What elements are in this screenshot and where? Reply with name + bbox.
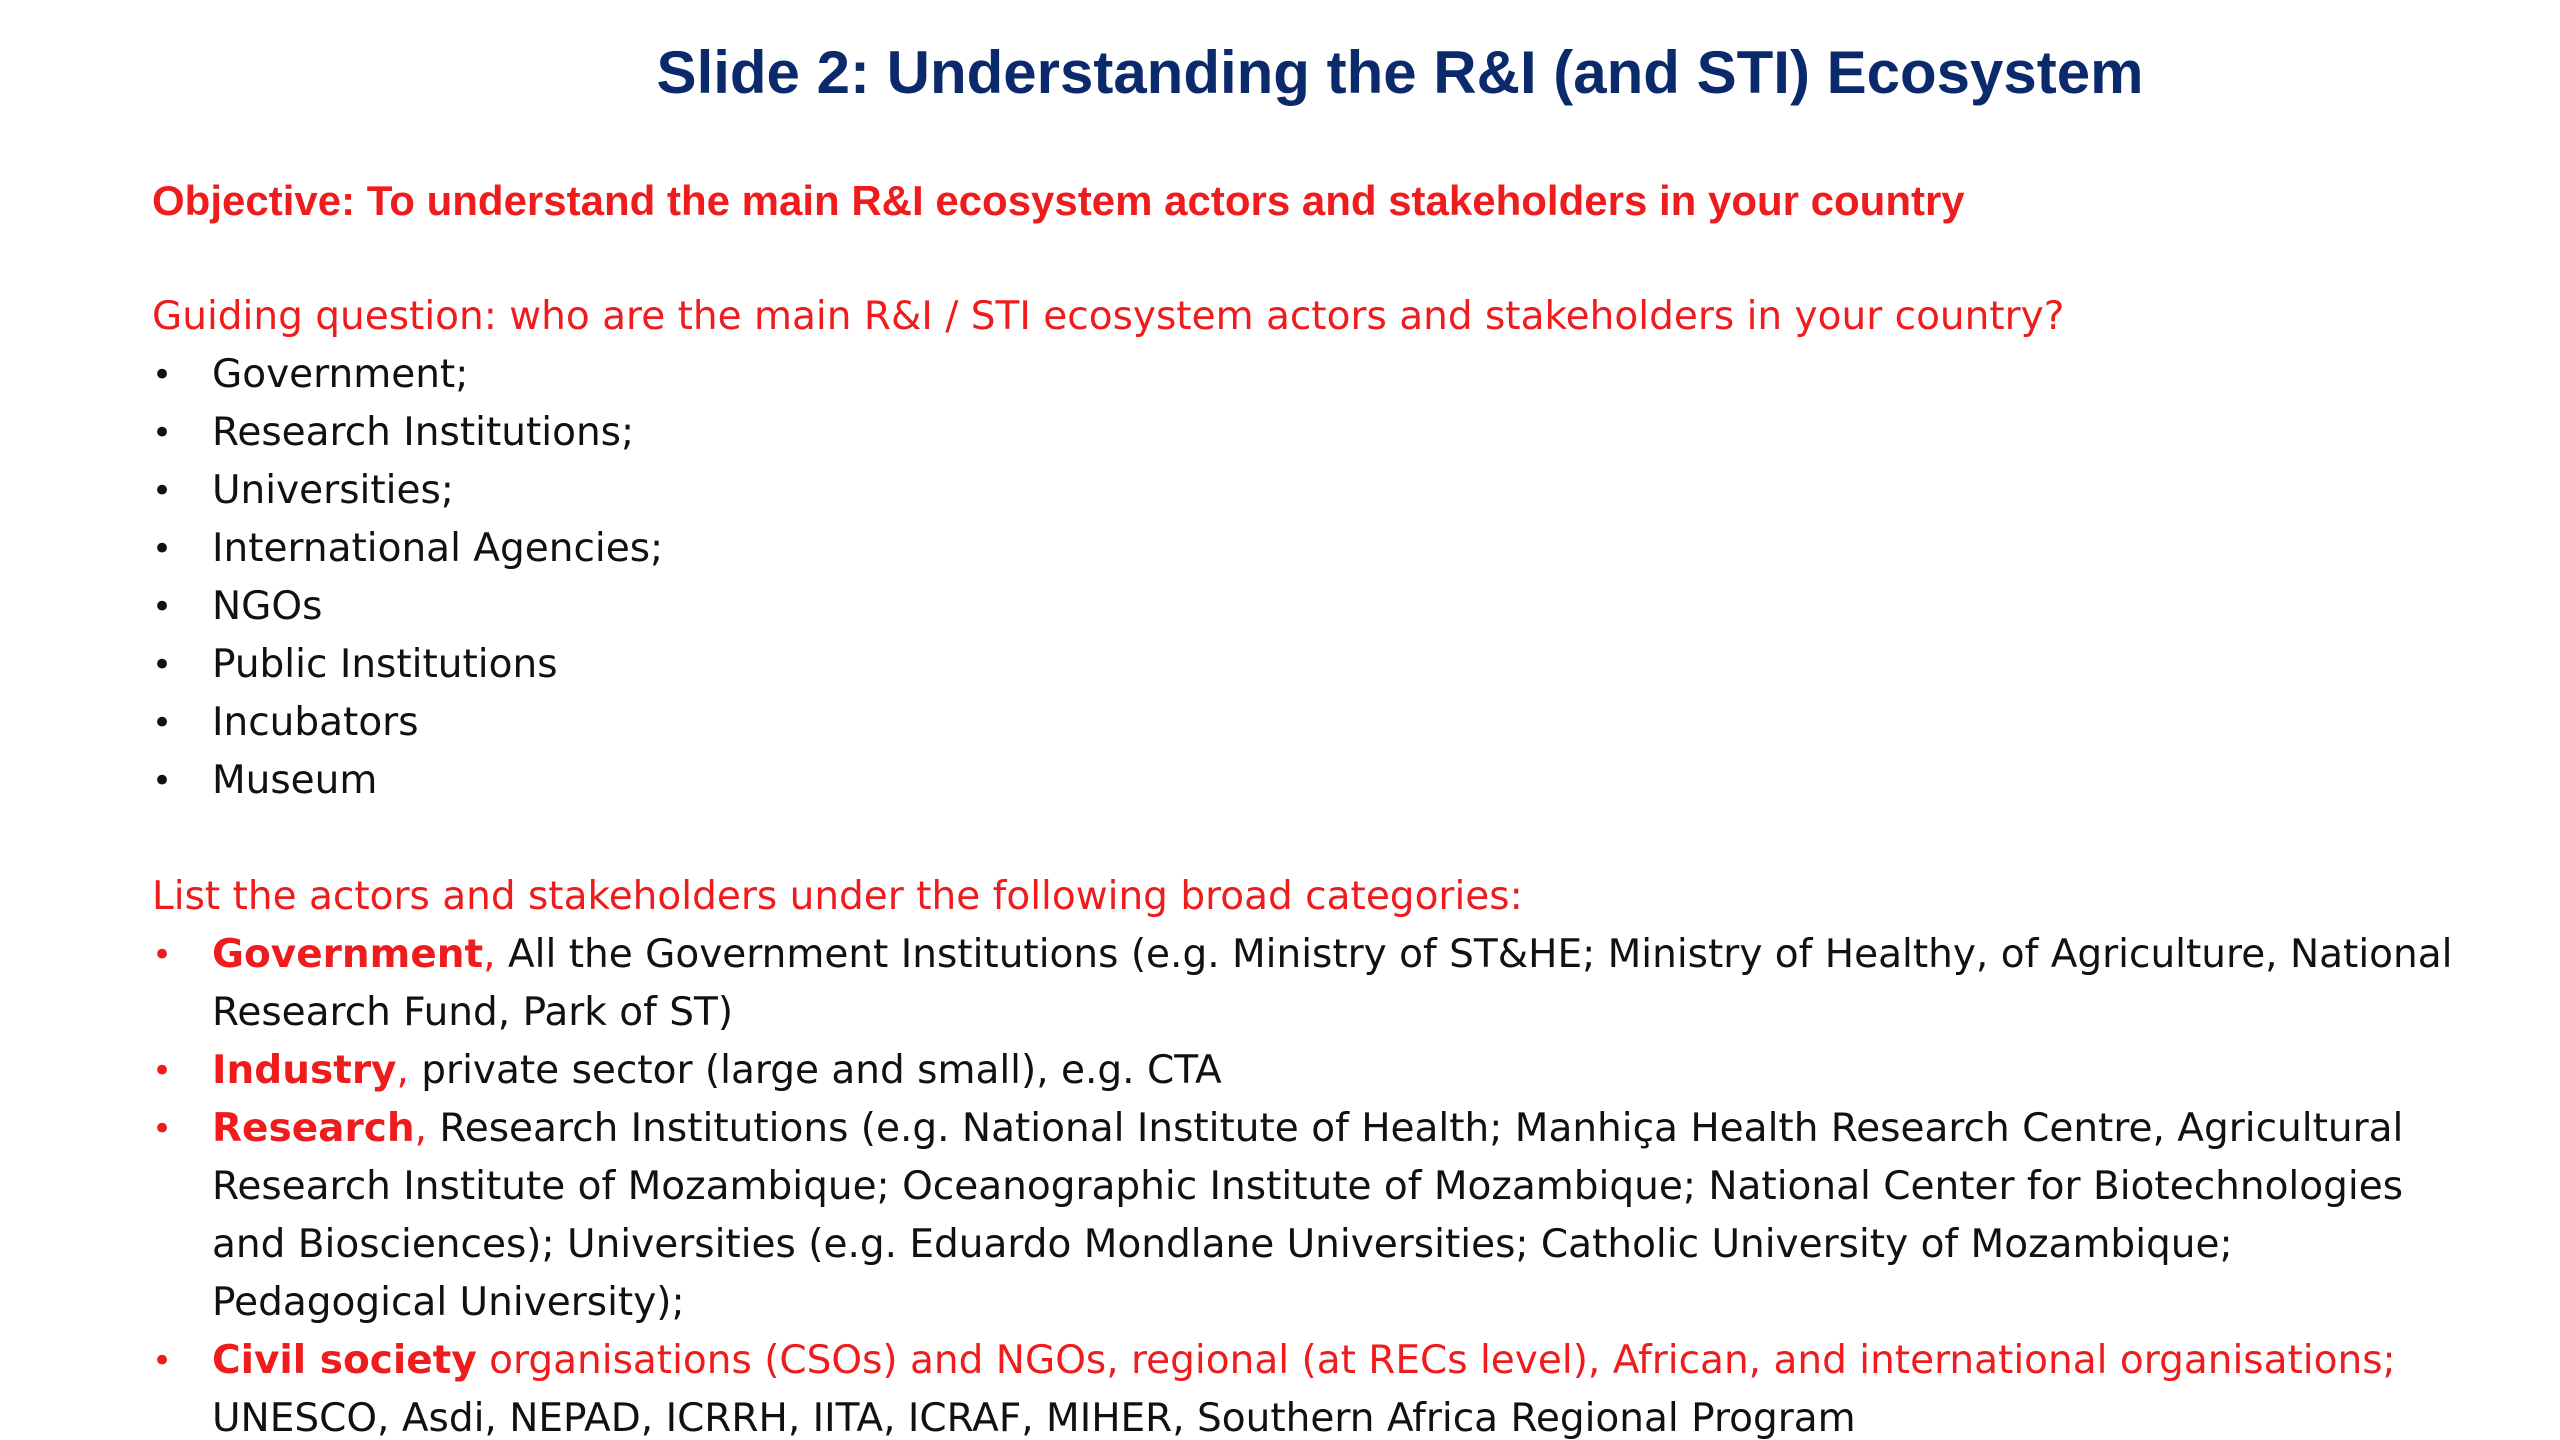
list-item: • Research Institutions; (152, 404, 2472, 462)
category-label: Research (212, 1106, 415, 1151)
category-text: All the Government Institutions (e.g. Ministry of ST&HE; Ministry of Healthy, of Agriculture, National Research Fund, Park of ST) (212, 932, 2453, 1035)
category-suffix: organisations (CSOs) and NGOs, regional (at RECs level), African, and international organisations; (476, 1338, 2396, 1383)
category-item-research (152, 1100, 2472, 1332)
list-item: • Incubators (152, 694, 2472, 752)
bullet-icon: • (152, 587, 173, 627)
category-text: UNESCO, Asdi, NEPAD, ICRRH, IITA, ICRAF, MIHER, Southern Africa Regional Program (212, 1396, 1856, 1440)
list-item: • Universities; (152, 462, 2472, 520)
list-item: • Museum (152, 752, 2472, 810)
list-item: • Public Institutions (152, 636, 2472, 694)
category-text: Research Institutions (e.g. National Institute of Health; Manhiça Health Research Centre, Agricultural Research Institute of Mozambique; Oceanographic Institute of Mozambique; National Center for Biotechnologies and Biosciences); Universities (e.g. Eduardo Mondlane Universities; Catholic University of Mozambique; Pedagogical University); (212, 1106, 2404, 1325)
bullet-icon: • (152, 471, 173, 511)
actor-list (152, 346, 2472, 810)
category-item-government (152, 926, 2472, 1042)
slide-content (152, 172, 2472, 1440)
bullet-icon: • (152, 935, 173, 975)
objective-text: Objective: To understand the main R&I ecosystem actors and stakeholders in your country (152, 177, 1965, 224)
list-item: • Government; (152, 346, 2472, 404)
bullet-icon: • (152, 1341, 173, 1381)
categories-heading: List the actors and stakeholders under the following broad categories: (152, 874, 1523, 919)
slide-title: Slide 2: Understanding the R&I (and STI) Ecosystem (656, 39, 2144, 106)
category-suffix: , (414, 1106, 427, 1151)
list-item: • International Agencies; (152, 520, 2472, 578)
category-suffix: , (483, 932, 496, 977)
list-item: • NGOs (152, 578, 2472, 636)
bullet-icon: • (152, 355, 173, 395)
guiding-question: Guiding question: who are the main R&I / STI ecosystem actors and stakeholders in your country? (152, 294, 2065, 339)
category-item-civil-society (152, 1332, 2472, 1440)
bullet-icon: • (152, 1109, 173, 1149)
category-list (152, 926, 2472, 1440)
bullet-icon: • (152, 1051, 173, 1091)
bullet-icon: • (152, 761, 173, 801)
category-item-industry (152, 1042, 2472, 1100)
bullet-icon: • (152, 413, 173, 453)
category-text: private sector (large and small), e.g. CTA (408, 1048, 1222, 1093)
category-label: Civil society (212, 1338, 477, 1383)
bullet-icon: • (152, 529, 173, 569)
bullet-icon: • (152, 703, 173, 743)
category-suffix: , (396, 1048, 409, 1093)
bullet-icon: • (152, 645, 173, 685)
spacer (152, 810, 2472, 868)
category-label: Industry (212, 1048, 397, 1093)
spacer (152, 230, 2472, 288)
category-label: Government (212, 932, 484, 977)
